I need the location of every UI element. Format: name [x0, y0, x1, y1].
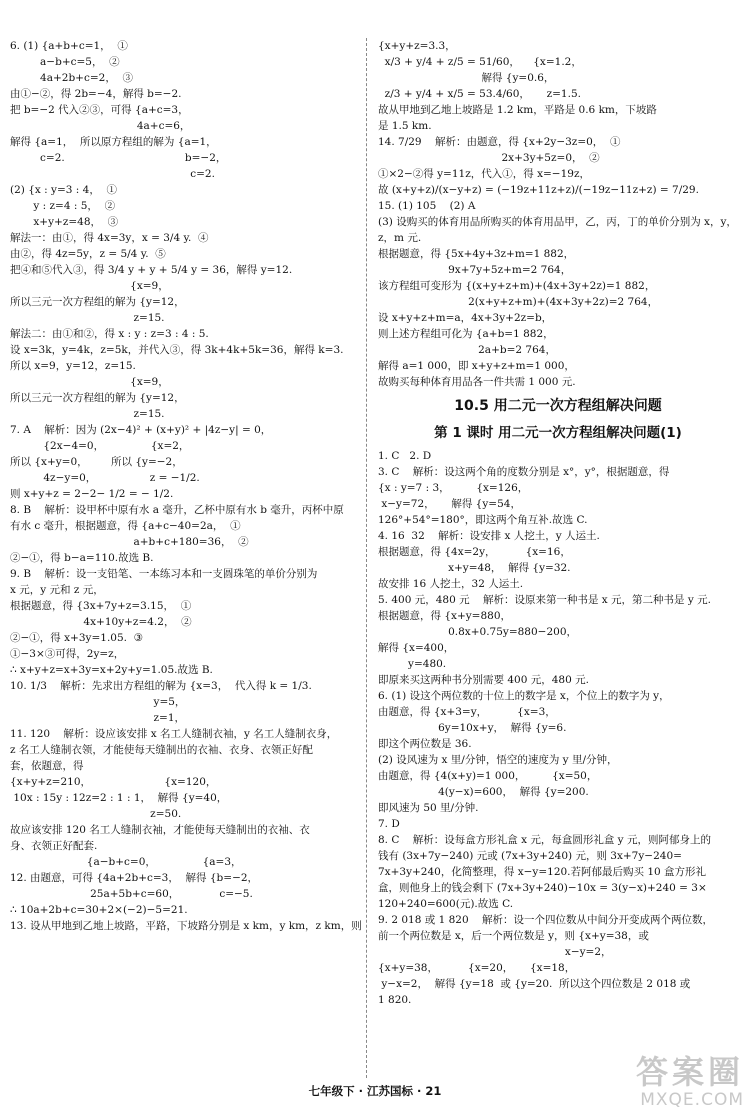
answer-line: 设 x+y+z+m=a，4x+3y+2z=b， [378, 312, 553, 324]
answer-line: 9. 2 018 或 1 820 解析：设一个四位数从中间分开变成两个两位数， [378, 914, 713, 926]
answer-line: {x+y+z=210， {x=120， [10, 776, 217, 788]
answer-line: 解得 {a=1， 所以原方程组的解为 {a=1， [10, 136, 217, 148]
answer-line: y−x=2， 解得 {y=18 或 {y=20. 所以这个四位数是 2 018 或 [378, 978, 691, 990]
answer-line: 解得 a=1 000，即 x+y+z+m=1 000， [378, 360, 575, 372]
answer-line: 4a+2b+c=2， ③ [10, 72, 134, 84]
lesson-title: 第 1 课时 用二元一次方程组解决问题(1) [434, 425, 682, 441]
answer-line: 14. 7/29 解析：由题意，得 {x+2y−3z=0， ① [378, 136, 621, 148]
answer-line: a+b+c+180=36， ② [10, 536, 249, 548]
answer-line: {x=9， [10, 376, 169, 388]
answer-line: ②−①，得 x+3y=1.05. ③ [10, 632, 144, 644]
answer-line: x/3 + y/4 + z/5 = 51/60， {x=1.2， [378, 56, 582, 68]
answer-line: 故安排 16 人挖土，32 人运土. [378, 578, 524, 590]
answer-line: 0.8x+0.75y=880−200， [378, 626, 577, 638]
answer-line: 2a+b=2 764， [378, 344, 556, 356]
answer-line: 所以 {x+y=0， 所以 {y=−2， [10, 456, 183, 468]
right-answers-bottom [378, 448, 738, 1008]
right-column [378, 38, 738, 1008]
answer-line: 由题意，得 {4(x+y)=1 000， {x=50， [378, 770, 598, 782]
answer-line: 12. 由题意，可得 {4a+2b+c=3， 解得 {b=−2， [10, 872, 259, 884]
watermark-text: 答案圈 [635, 1053, 744, 1091]
answer-line: 把 b=−2 代入②③，可得 {a+c=3， [10, 104, 189, 116]
answer-line: 120+240=600(元).故选 C. [378, 898, 514, 910]
answer-line: y : z=4 : 5， ② [10, 200, 116, 212]
watermark-logo [594, 1054, 744, 1110]
section-title: 10.5 用二元一次方程组解决问题 [454, 398, 662, 414]
answer-line: 6. (1) {a+b+c=1， ① [10, 40, 128, 52]
answer-line: 根据题意，得 {3x+7y+z=3.15， ① [10, 600, 192, 612]
answer-line: 13. 设从甲地到乙地上坡路，平路，下坡路分别是 x km，y km，z km，则 [10, 920, 362, 932]
answer-line: z=15. [10, 408, 165, 420]
answer-line: 由①−②，得 2b=−4，解得 b=−2. [10, 88, 182, 100]
answer-line: 故 (x+y+z)/(x−y+z) = (−19z+11z+z)/(−19z−11z+z) = 7/29. [378, 184, 699, 196]
answer-line: 由题意，得 {x+3=y， {x=3， [378, 706, 556, 718]
page-footer: 七年级下 · 江苏国标 · 21 [308, 1084, 442, 1098]
answer-line: 钱有 (3x+7y−240) 元或 (7x+3y+240) 元，则 3x+7y−240= [378, 850, 682, 862]
answer-line: ∴ 10a+2b+c=30+2×(−2)−5=21. [10, 904, 188, 916]
answer-line: 7. D [378, 818, 400, 830]
watermark-url: MXQE.COM [640, 1090, 744, 1110]
answer-line: 6. (1) 设这个两位数的十位上的数字是 x，个位上的数字为 y， [378, 690, 670, 702]
answer-line: 11. 120 解析：设应该安排 x 名工人缝制衣袖，y 名工人缝制衣身， [10, 728, 338, 740]
answer-line: 即这个两位数是 36. [378, 738, 472, 750]
answer-line: 7. A 解析：因为 (2x−4)² + (x+y)² + |4z−y| = 0， [10, 424, 272, 436]
answer-line: x+y+z=48， ③ [10, 216, 119, 228]
answer-line: 盒，则他身上的钱会剩下 (7x+3y+240)−10x = 3(y−x)+240 = 3× [378, 882, 707, 894]
answer-line: 即原来买这两种书分别需要 400 元，480 元. [378, 674, 589, 686]
answer-line: x−y=72， 解得 {y=54， [378, 498, 521, 510]
answer-line: (3) 设购买的体育用品所购买的体育用品甲，乙，丙，丁的单价分别为 x，y， [378, 216, 737, 228]
answer-line: 所以三元一次方程组的解为 {y=12， [10, 392, 185, 404]
answer-line: 故从甲地到乙地上坡路是 1.2 km，平路是 0.6 km，下坡路 [378, 104, 657, 116]
answer-line: 4z−y=0， z = −1/2. [10, 472, 200, 484]
answer-line: 25a+5b+c=60， c=−5. [10, 888, 253, 900]
answer-line: 是 1.5 km. [378, 120, 432, 132]
column-divider [366, 38, 367, 1078]
answer-line: ①×2−②得 y=11z，代入①，得 x=−19z， [378, 168, 590, 180]
answer-line: c=2. b=−2， [10, 152, 227, 164]
answer-line: z 名工人缝制衣领，才能使每天缝制出的衣袖、衣身、衣领正好配 [10, 744, 313, 756]
answer-line: 所以 x=9，y=12，z=15. [10, 360, 136, 372]
answer-line: ②−①，得 b−a=110.故选 B. [10, 552, 154, 564]
answer-line: 2x+3y+5z=0， ② [378, 152, 600, 164]
answer-line: 解得 {y=0.6， [378, 72, 555, 84]
answer-line: 9x+7y+5z+m=2 764， [378, 264, 572, 276]
answer-line: c=2. [10, 168, 215, 180]
answer-line: 1 820. [378, 994, 412, 1006]
answer-line: 4a+c=6， [10, 120, 191, 132]
answer-line: 设 x=3k，y=4k，z=5k，并代入③，得 3k+4k+5k=36，解得 k=3. [10, 344, 344, 356]
answer-line: 故购买每种体育用品各一件共需 1 000 元. [378, 376, 576, 388]
left-column [10, 38, 360, 934]
answer-line: 126°+54°=180°，即这两个角互补.故选 C. [378, 514, 588, 526]
answer-line: 5. 400 元，480 元 解析：设原来第一种书是 x 元，第二种书是 y 元. [378, 594, 712, 606]
answer-line: x−y=2， [378, 946, 612, 958]
answer-line: 6y=10x+y， 解得 {y=6. [378, 722, 567, 734]
answer-line: 根据题意，得 {x+y=880， [378, 610, 512, 622]
answer-line: ∴ x+y+z=x+3y=x+2y+y=1.05.故选 B. [10, 664, 213, 676]
answer-line: 把④和⑤代入③，得 3/4 y + y + 5/4 y = 36，解得 y=12. [10, 264, 293, 276]
answer-line: 有水 c 毫升，根据题意，得 {a+c−40=2a， ① [10, 520, 241, 532]
answer-line: 解法一：由①，得 4x=3y，x = 3/4 y. ④ [10, 232, 209, 244]
answer-line: 7x+3y+240，化简整理，得 x−y=120.若阿郁最后购买 10 盒方形礼 [378, 866, 707, 878]
answer-line: y=480. [378, 658, 447, 670]
answer-line: 则 x+y+z = 2−2− 1/2 = − 1/2. [10, 488, 174, 500]
answer-line: 4(y−x)=600， 解得 {y=200. [378, 786, 589, 798]
answer-line: z=15. [10, 312, 165, 324]
answer-line: 8. C 解析：设每盒方形礼盒 x 元，每盒圆形礼盒 y 元，则阿郁身上的 [378, 834, 711, 846]
answer-line: 9. B 解析：设一支铅笔、一本练习本和一支圆珠笔的单价分别为 [10, 568, 318, 580]
answer-line: 根据题意，得 {4x=2y， {x=16， [378, 546, 571, 558]
answer-line: 8. B 解析：设甲杯中原有水 a 毫升，乙杯中原有水 b 毫升，丙杯中原 [10, 504, 344, 516]
answer-line: 解得 {x=400， [378, 642, 455, 654]
answer-line: 根据题意，得 {5x+4y+3z+m=1 882， [378, 248, 575, 260]
answer-line: 4x+10y+z=4.2， ② [10, 616, 192, 628]
answer-line: z=1， [10, 712, 186, 724]
answer-line: z，m 元. [378, 232, 422, 244]
answer-line: (2) 设风速为 x 里/分钟，悟空的速度为 y 里/分钟， [378, 754, 618, 766]
answer-line: {x : y=7 : 3， {x=126， [378, 482, 529, 494]
answer-line: 1. C 2. D [378, 450, 432, 462]
answer-line: 10x : 15y : 12z=2 : 1 : 1， 解得 {y=40， [10, 792, 228, 804]
answer-line: 则上述方程组可化为 {a+b=1 882， [378, 328, 554, 340]
answer-line: {x+y=38， {x=20， {x=18， [378, 962, 576, 974]
answer-line: {x=9， [10, 280, 169, 292]
answer-line: {2x−4=0， {x=2， [10, 440, 190, 452]
answer-line: {x+y+z=3.3， [378, 40, 456, 52]
answer-line: {a−b+c=0， {a=3， [10, 856, 242, 868]
right-answers-top [378, 38, 738, 390]
answer-line: 10. 1/3 解析：先求出方程组的解为 {x=3， 代入得 k = 1/3. [10, 680, 312, 692]
answer-line: 15. (1) 105 (2) A [378, 200, 476, 212]
answer-line: 前一个两位数是 x，后一个两位数是 y，则 {x+y=38，或 [378, 930, 649, 942]
answer-line: 由②，得 4z=5y，z = 5/4 y. ⑤ [10, 248, 166, 260]
answer-line: 2(x+y+z+m)+(4x+3y+2z)=2 764， [378, 296, 659, 308]
answer-line: 套，依题意，得 [10, 760, 84, 772]
answer-line: (2) {x : y=3 : 4， ① [10, 184, 118, 196]
answer-line: 解法二：由①和②，得 x : y : z=3 : 4 : 5. [10, 328, 209, 340]
answer-line: z=50. [10, 808, 182, 820]
answer-line: 故应该安排 120 名工人缝制衣袖，才能使每天缝制出的衣袖、衣 [10, 824, 310, 836]
answer-line: 所以三元一次方程组的解为 {y=12， [10, 296, 185, 308]
answer-line: 身、衣领正好配套. [10, 840, 98, 852]
answer-line: 3. C 解析：设这两个角的度数分别是 x°，y°，根据题意，得 [378, 466, 670, 478]
answer-line: x 元，y 元和 z 元， [10, 584, 104, 596]
answer-line: 该方程组可变形为 {(x+y+z+m)+(4x+3y+2z)=1 882， [378, 280, 656, 292]
answer-line: x+y=48， 解得 {y=32. [378, 562, 571, 574]
answer-line: a−b+c=5， ② [10, 56, 120, 68]
answer-line: 4. 16 32 解析：设安排 x 人挖土，y 人运土. [378, 530, 600, 542]
answer-line: 即风速为 50 里/分钟. [378, 802, 479, 814]
answer-line: ①−3×③可得，2y=z， [10, 648, 125, 660]
answer-line: y=5， [10, 696, 186, 708]
answer-line: z/3 + y/4 + x/5 = 53.4/60， z=1.5. [378, 88, 581, 100]
